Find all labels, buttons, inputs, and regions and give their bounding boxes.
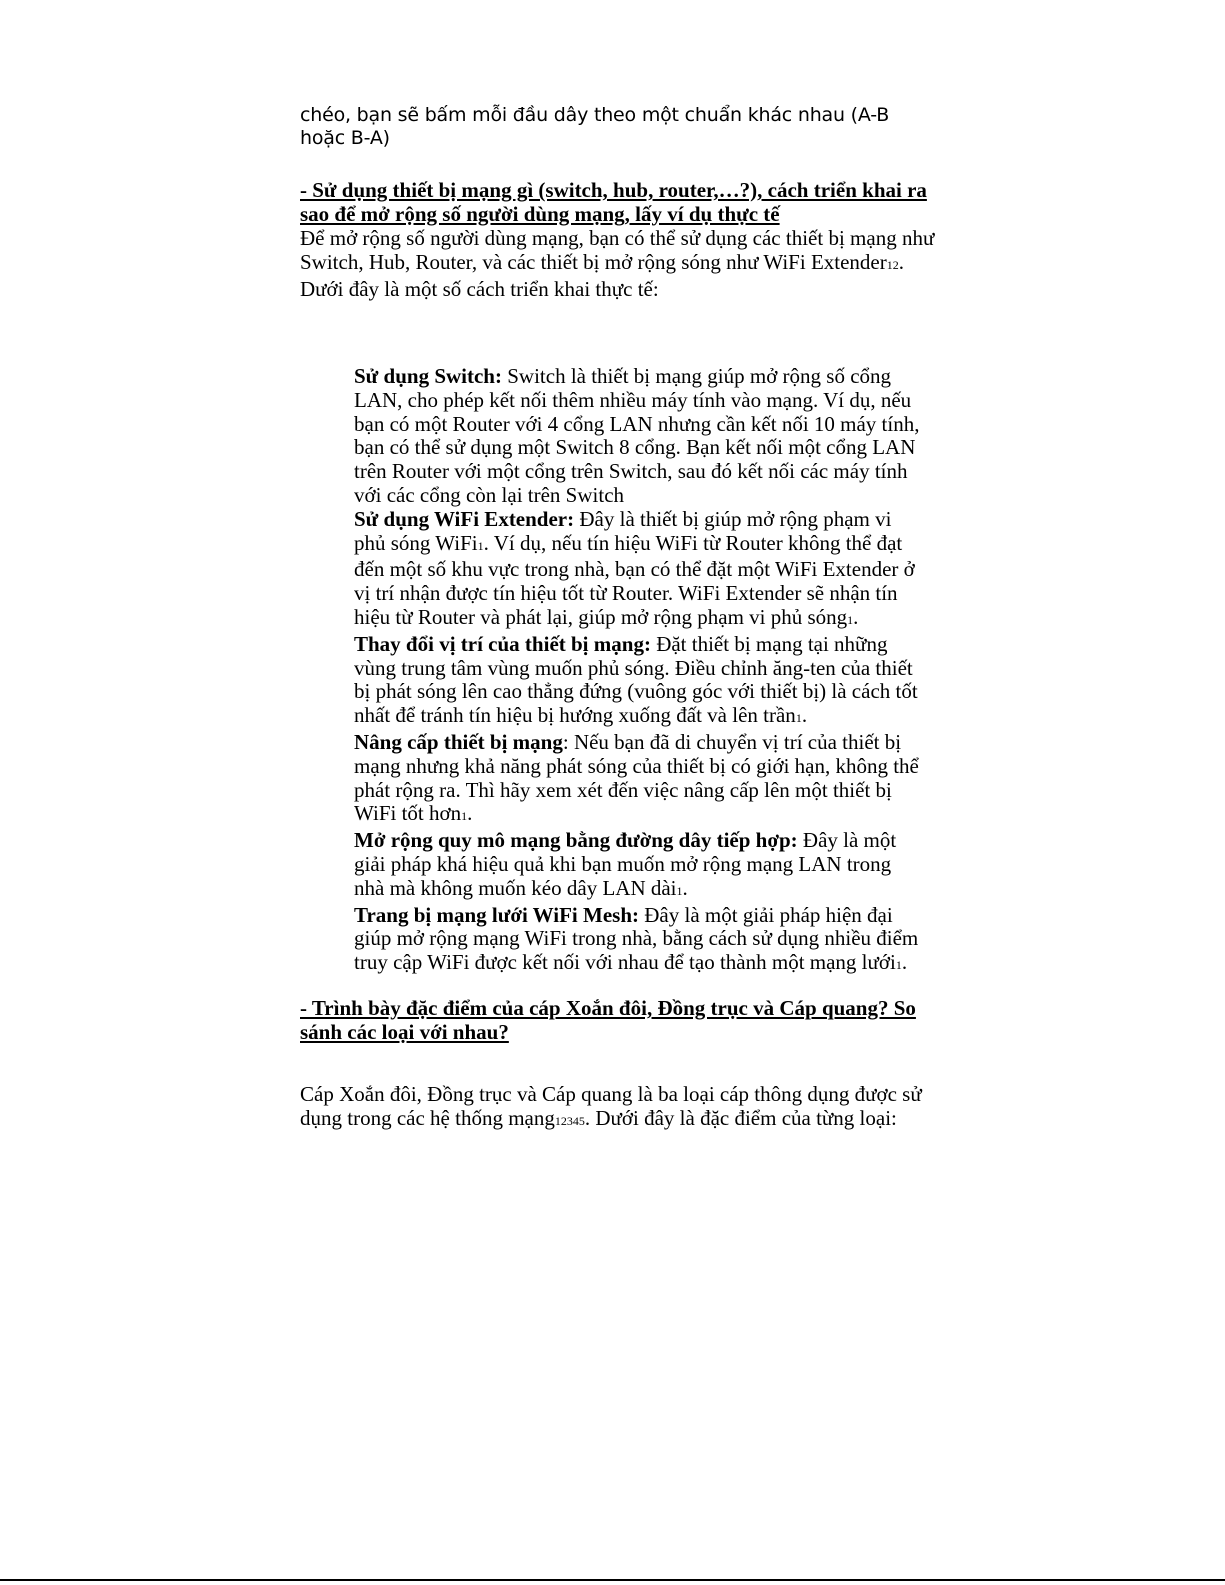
item-text: Đặt thiết bị mạng tại những vùng trung tâm vùng muốn phủ sóng. Điều chỉnh ăng-ten của thiết bị phát sóng lên cao thẳng đứng (vuông góc với thiết bị) là cách tốt nhất để tránh tín hiệu bị hướng xuống đất và lên trần	[354, 631, 918, 728]
reference-marker: 1	[676, 883, 683, 898]
paragraph-text: Cáp Xoắn đôi, Đồng trục và Cáp quang là ba loại cáp thông dụng được sử dụng trong các hệ thống mạng	[300, 1082, 922, 1130]
reference-marker: 1	[795, 711, 802, 726]
paragraph-tail: . Dưới đây là đặc điểm của từng loại:	[584, 1105, 897, 1130]
item-title: Thay đổi vị trí của thiết bị mạng:	[354, 631, 651, 656]
item-tail: .	[682, 875, 688, 900]
deployment-methods-list	[354, 365, 924, 978]
network-devices-intro-paragraph	[300, 227, 940, 301]
reference-marker: 12	[886, 257, 899, 272]
list-item	[354, 904, 924, 978]
list-item	[354, 731, 924, 829]
section-heading-cable-types: - Trình bày đặc điểm của cáp Xoắn đôi, Đồng trục và Cáp quang? So sánh các loại với nhau?	[300, 996, 916, 1044]
section-heading-network-devices: - Sử dụng thiết bị mạng gì (switch, hub, router,…?), cách triển khai ra sao để mở rộng số người dùng mạng, lấy ví dụ thực tế	[300, 178, 927, 226]
list-item	[354, 508, 924, 633]
item-title: Sử dụng Switch:	[354, 364, 502, 388]
item-title: Trang bị mạng lưới WiFi Mesh:	[354, 902, 640, 927]
list-item	[354, 633, 924, 731]
list-item	[354, 365, 924, 508]
intro-line-1: chéo, bạn sẽ bấm mỗi đầu dây theo một chuẩn khác nhau (A-B	[300, 104, 890, 126]
reference-marker: 1	[895, 958, 902, 973]
cable-types-intro-paragraph	[300, 1083, 940, 1134]
reference-marker: 1	[847, 612, 854, 627]
item-tail: . Ví dụ, nếu tín hiệu WiFi từ Router không thể đạt đến một số khu vực trong nhà, bạn có thể đặt một WiFi Extender ở vị trí nhận được tín hiệu tốt từ Router. WiFi Extender sẽ nhận tín hiệu từ Router và phát lại, giúp mở rộng phạm vi phủ sóng	[354, 530, 915, 629]
paragraph-text: Để mở rộng số người dùng mạng, bạn có thể sử dụng các thiết bị mạng như Switch, Hub, Router, và các thiết bị mở rộng sóng như WiFi Extender	[300, 226, 935, 274]
intro-text	[300, 104, 940, 150]
item-text: : Nếu bạn đã di chuyển vị trí của thiết bị mạng nhưng khả năng phát sóng của thiết bị có giới hạn, không thể phát rộng ra. Thì hãy xem xét đến việc nâng cấp lên một thiết bị WiFi tốt hơn	[354, 729, 919, 826]
intro-line-2: hoặc B-A)	[300, 127, 390, 149]
reference-marker: 12345	[554, 1113, 585, 1128]
page-bottom-divider	[0, 1579, 1225, 1581]
item-tail: .	[901, 950, 908, 975]
item-text: Đây là một giải pháp hiện đại giúp mở rộng mạng WiFi trong nhà, bằng cách sử dụng nhiều điểm truy cập WiFi được kết nối với nhau để tạo thành một mạng lưới	[354, 902, 919, 975]
item-tail: .	[801, 703, 808, 728]
item-tail: .	[853, 604, 859, 629]
item-title: Mở rộng quy mô mạng bằng đường dây tiếp hợp:	[354, 828, 798, 853]
item-text: Đây là thiết bị giúp mở rộng phạm vi phủ sóng WiFi	[354, 506, 892, 555]
item-text: Switch là thiết bị mạng giúp mở rộng số cổng LAN, cho phép kết nối thêm nhiều máy tính vào mạng. Ví dụ, nếu bạn có một Router với 4 cổng LAN nhưng cần kết nối 10 máy tính, bạn có thể sử dụng một Switch 8 cổng. Bạn kết nối một cổng LAN trên Router với một cổng trên Switch, sau đó kết nối các máy tính với các cổng còn lại trên Switch	[354, 364, 920, 507]
paragraph-tail: . Dưới đây là một số cách triển khai thực tế:	[300, 249, 904, 301]
item-title: Sử dụng WiFi Extender:	[354, 506, 575, 531]
reference-marker: 1	[461, 809, 468, 824]
item-title: Nâng cấp thiết bị mạng	[354, 729, 563, 754]
list-item	[354, 829, 924, 903]
item-text: Đây là một giải pháp khá hiệu quả khi bạn muốn mở rộng mạng LAN trong nhà mà không muốn kéo dây LAN dài	[354, 828, 897, 900]
item-tail: .	[467, 801, 473, 826]
reference-marker: 1	[477, 538, 484, 553]
